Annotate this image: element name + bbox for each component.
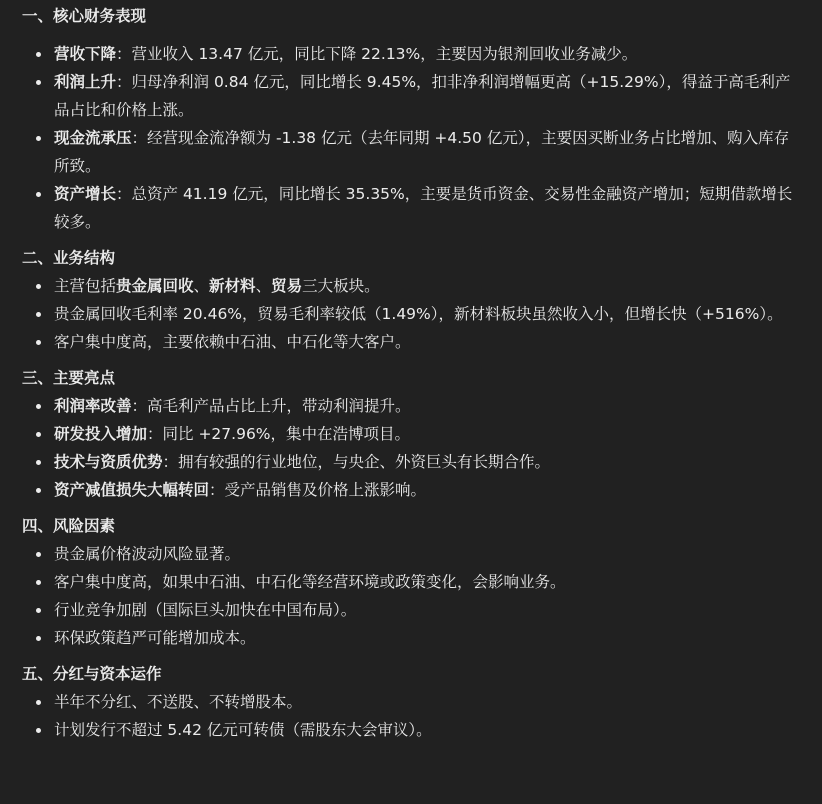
bullet-list bbox=[22, 40, 796, 236]
list-item bbox=[22, 180, 796, 236]
section-title: 三、主要亮点 bbox=[22, 369, 116, 387]
list-item bbox=[22, 624, 796, 652]
item-text: ：拥有较强的行业地位，与央企、外资巨头有长期合作。 bbox=[162, 453, 551, 471]
item-text: 三大板块。 bbox=[302, 277, 380, 295]
item-lead: 利润率改善 bbox=[54, 397, 132, 415]
section-risks bbox=[22, 512, 796, 652]
item-lead: 技术与资质优势 bbox=[54, 453, 163, 471]
list-item bbox=[22, 596, 796, 624]
item-text: 半年不分红、不送股、不转增股本。 bbox=[54, 693, 303, 711]
item-text: 、 bbox=[193, 277, 210, 295]
item-text: 环保政策趋严可能增加成本。 bbox=[54, 629, 256, 647]
section-title: 四、风险因素 bbox=[22, 517, 116, 535]
item-text: ：总资产 41.19 亿元，同比增长 35.35%，主要是货币资金、交易性金融资产增加；短期借款增长较多。 bbox=[54, 185, 793, 231]
section-title: 二、业务结构 bbox=[22, 249, 116, 267]
item-text: ：营业收入 13.47 亿元，同比下降 22.13%，主要因为银剂回收业务减少。 bbox=[116, 45, 638, 63]
list-item bbox=[22, 540, 796, 568]
item-bold: 新材料 bbox=[209, 277, 256, 295]
item-bold: 贸易 bbox=[271, 277, 303, 295]
list-item bbox=[22, 300, 796, 328]
list-item bbox=[22, 392, 796, 420]
section-title: 一、核心财务表现 bbox=[22, 7, 147, 25]
bullet-list bbox=[22, 392, 796, 504]
item-text: ：同比 +27.96%，集中在浩博项目。 bbox=[147, 425, 411, 443]
item-bold: 贵金属回收 bbox=[116, 277, 194, 295]
list-item bbox=[22, 568, 796, 596]
item-text: ：经营现金流净额为 -1.38 亿元（去年同期 +4.50 亿元），主要因买断业务占比增加、购入库存所致。 bbox=[54, 129, 790, 175]
item-text: ：高毛利产品占比上升，带动利润提升。 bbox=[131, 397, 411, 415]
item-text: 贵金属回收毛利率 20.46%，贸易毛利率较低（1.49%），新材料板块虽然收入小，但增长快（+516%）。 bbox=[54, 305, 783, 323]
list-item bbox=[22, 124, 796, 180]
section-dividends-capital bbox=[22, 660, 796, 744]
item-text: 客户集中度高，如果中石油、中石化等经营环境或政策变化，会影响业务。 bbox=[54, 573, 566, 591]
section-core-financials bbox=[22, 2, 796, 236]
list-item bbox=[22, 448, 796, 476]
list-item bbox=[22, 328, 796, 356]
item-text: 行业竞争加剧（国际巨头加快在中国布局）。 bbox=[54, 601, 357, 619]
bullet-list bbox=[22, 688, 796, 744]
section-business-structure bbox=[22, 244, 796, 356]
item-text: 主营包括 bbox=[54, 277, 117, 295]
section-title: 五、分红与资本运作 bbox=[22, 665, 162, 683]
bullet-list bbox=[22, 272, 796, 356]
item-lead: 利润上升 bbox=[54, 73, 117, 91]
item-lead: 现金流承压 bbox=[54, 129, 132, 147]
list-item bbox=[22, 716, 796, 744]
bullet-list bbox=[22, 540, 796, 652]
item-text: 贵金属价格波动风险显著。 bbox=[54, 545, 241, 563]
item-text: 计划发行不超过 5.42 亿元可转债（需股东大会审议）。 bbox=[54, 721, 432, 739]
list-item bbox=[22, 68, 796, 124]
section-highlights bbox=[22, 364, 796, 504]
item-text: ：受产品销售及价格上涨影响。 bbox=[209, 481, 427, 499]
item-text: 客户集中度高，主要依赖中石油、中石化等大客户。 bbox=[54, 333, 411, 351]
list-item bbox=[22, 476, 796, 504]
list-item bbox=[22, 40, 796, 68]
item-lead: 资产减值损失大幅转回 bbox=[54, 481, 210, 499]
item-lead: 资产增长 bbox=[54, 185, 117, 203]
item-text: 、 bbox=[255, 277, 272, 295]
item-text: ：归母净利润 0.84 亿元，同比增长 9.45%，扣非净利润增幅更高（+15.29%），得益于高毛利产品占比和价格上涨。 bbox=[54, 73, 791, 119]
item-lead: 研发投入增加 bbox=[54, 425, 148, 443]
list-item bbox=[22, 688, 796, 716]
list-item bbox=[22, 272, 796, 300]
item-lead: 营收下降 bbox=[54, 45, 117, 63]
list-item bbox=[22, 420, 796, 448]
